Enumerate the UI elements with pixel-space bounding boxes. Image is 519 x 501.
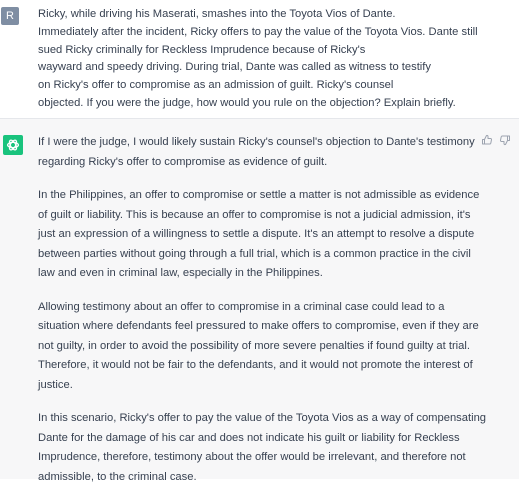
assistant-line: In the Philippines, an offer to compromise or settle a matter is not admissible as evidence [38, 189, 480, 201]
openai-logo-icon [3, 135, 23, 155]
assistant-paragraph [38, 298, 508, 396]
assistant-line: just an expression of a willingness to settle a dispute. It's an attempt to resolve a dispute [38, 228, 475, 240]
assistant-paragraph [38, 186, 508, 284]
assistant-line: law and even in criminal law, especially in the Philippines. [38, 267, 323, 279]
assistant-line: regarding Ricky's offer to compromise as evidence of guilt. [38, 155, 328, 168]
assistant-line: between parties without going through a full trial, which is a common practice in the civil [38, 247, 471, 260]
assistant-line: Dante for the damage of his car and does not indicate his guilt or liability for Reckless [38, 431, 460, 444]
assistant-message-text [38, 133, 508, 501]
assistant-line: admissible, to the criminal case. [38, 470, 197, 483]
user-message-line: objected. If you were the judge, how would you rule on the objection? Explain briefly. [38, 96, 456, 109]
user-avatar: R [1, 7, 19, 25]
user-message-line: wayward and speedy driving. During trial, Dante was called as witness to testify [38, 61, 431, 74]
assistant-message [0, 119, 519, 483]
assistant-paragraph [38, 409, 508, 487]
assistant-line: In this scenario, Ricky's offer to pay the value of the Toyota Vios as a way of compensating [38, 412, 487, 424]
user-message-line: sued Ricky criminally for Reckless Imprudence because of Ricky's [38, 43, 366, 56]
assistant-line: situation where defendants feel pressured to make offers to compromise, even if they are [38, 320, 479, 332]
assistant-line: not guilty, in order to avoid the possibility of more severe penalties if found guilty at trial. [38, 339, 470, 352]
user-message-line: Ricky, while driving his Maserati, smashes into the Toyota Vios of Dante. [38, 8, 396, 20]
user-message-text [38, 6, 513, 113]
user-message-line: on Ricky's offer to compromise as an admission of guilt. Ricky's counsel [38, 79, 394, 92]
assistant-line: justice. [38, 378, 73, 391]
assistant-line: of guilt or liability. This is because an offer to compromise is not a judicial admission, it's [38, 208, 471, 221]
assistant-line: Therefore, it would not be fair to the defendants, and it would not promote the interest of [38, 359, 473, 371]
assistant-paragraph [38, 133, 508, 172]
assistant-line: If I were the judge, I would likely sustain Ricky's counsel's objection to Dante's testimony [38, 136, 475, 148]
user-message-line: Immediately after the incident, Ricky offers to pay the value of the Toyota Vios. Dante still [38, 25, 478, 38]
assistant-line: Allowing testimony about an offer to compromise in a criminal case could lead to a [38, 300, 445, 313]
user-message [0, 0, 519, 119]
assistant-line: Imprudence, therefore, testimony about the offer would be irrelevant, and therefore not [38, 451, 466, 463]
